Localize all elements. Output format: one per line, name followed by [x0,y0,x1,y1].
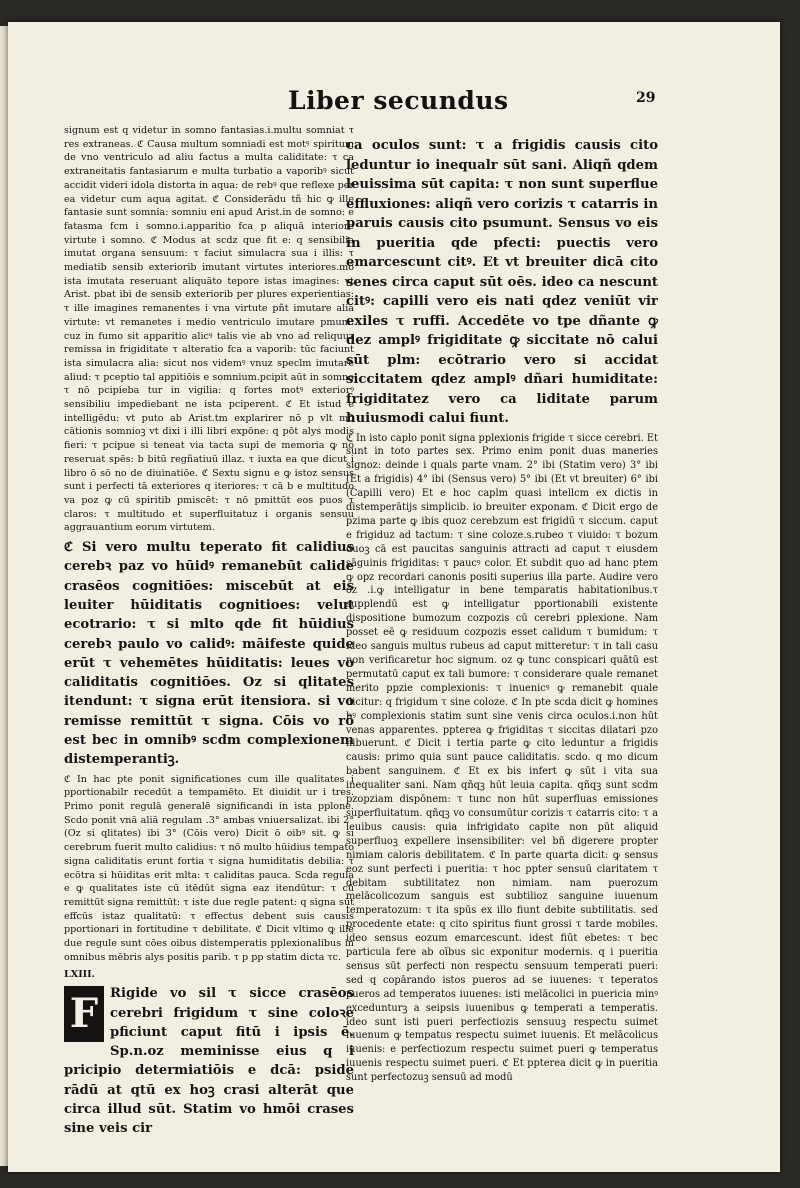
running-title: Liber secundus [288,86,509,115]
folio-number: 29 [636,90,656,106]
right-column [346,136,658,1176]
decorated-initial: F [64,986,104,1042]
commentary-paragraph: ℭ In hac pte ponit significationes cum ille qualitates i pportionabilr recedūt a tempamēto. Et diuidit ur i tres. Primo ponit regulā generalē significandi in ista pplone. Scdo ponit vnā aliā regulam .3° ambas vniuersalizat. ibi 2° (Oz si qlitates) ibi 3° (Cōis vero) Dicit ō oibꝰ sit. ꝙ si cerebrum fuerit multo calidius: τ nō multo hūidius tempato signa caliditatis erunt fortia τ signa humiditatis debilia: τ ecōtra si hūiditas erit mlta: τ caliditas pauca. Scda regula e ꝙ qualitates iste cū itēdūt signa eaz itendūtur: τ cū remittūt signa remittūt: τ iste due regle patent: q signa sūt effcūs istaz qualitatū: τ effectus debent suis causis pportionari in fortitudine τ debilitate. ℭ Dicit vltimo ꝙ ille due regule sunt cōes oibus distemperatis pplexionalibus in omnibus mēbris alys positis parib. τ p pp statim dicta τc. [64,773,354,963]
main-text-paragraph: ca oculos sunt: τ a frigidis causis cito leduntur io inequalr sūt sani. Aliqñ qdem leuissima sūt capita: τ non sunt superflue effluxiones: aliqñ vero corizis τ catarris in paruis causis cito psumunt. Sensus vo eis in pueritia qde pfecti: puectis vero emarcescunt citꝰ. Et vt breuiter dicā cito senes circa caput sūt oēs. ideo ca nescunt citꝰ: capilli vero eis nati qdez veniūt vir exiles τ ruffi. Accedēte vo tpe dñante ꝙ dez amplꝰ frigiditate ꝙ siccitate nō calui sūt plm: ecōtrario vero si accidat siccitatem qdez amplꝰ dñari humiditate: frigiditatez vero ca liditate parum huiusmodi calui fiunt. [346,138,658,426]
commentary-paragraph: signum est q videtur in somno fantasias.i.multu somniat τ res extraneas. ℭ Causa multum somniadi est motꝰ spiritum de vno ventriculo ad aliu factus a multa caliditate: τ ca extraneitatis fantasiarum e multa turbatio a vaporibꝰ sicut accidit videri idola distorta in aqua: de rebꝰ que reflexe per ea videtur cum aqua agitat. ℭ Considerādu tñ hic ꝙ ille fantasie sunt somnia: somniu eni apud Arist.in de somno: e fatasma fcm i somno.i.apparitio fca p aliquā interiore virtute i somno. ℭ Modus at scdz que fit e: q sensibilia imutat organa sensuum: τ faciut simulacra sua i illis: τ mediatib sensib exteriorib imutant virtutes interiores.mō ista imutata reseruant aliquāto tepore istas imagines: vt Arist. pbat ibi de sensib exteriorib per plures experientias: τ ille imagines remanentes i vna virtute pñt imutare aliā virtute: vt remanetes i medio ventriculo imutare pmum: cuz in fumo sit apparitio alicꝰ talis vie ab vno ad reliquuz remissa in frigiditate τ alteratio fca a vaporib: tūc faciunt ista simulacra alia: sicut nos videmꝰ vnuz speclm imutare aliud: τ pceptio tal appitiōis e somnium.pcipit aūt in somno τ nō pcipieba tur in vigilia: q fortes motꝰ exteriorꝰ sensibiliu impediebant ne ista pciperent. ℭ Et istud e intelligēdu: vt puto ab Arist.tm explarirer nō p vlt mō cātionis somnioꝫ vt dixi i illi libri expōne: q pōt alys modis fieri: τ pcipue si teneat via tacta supi de memoria ꝙ nō reseruat spēs: b bitū regñatiuū illaz. τ iuxta ea que dicut i libro ō sō no de diuinatiōe. ℭ Sextu signu e ꝙ istoz sensus sunt i perfecti tā exteriores q iteriores: τ cā b e multitudo va poz ꝙ cū spiritib pmiscēt: τ nō pmittūt eos puos τ claros: τ multitudo et superfluitatuz i organis sensuu aggrauantium eorum virtutem. [64,125,354,534]
page-header [0,86,800,126]
main-text-paragraph: ℭ Si vero multu teperato fit calidius cerebꝛ paz vo hūidꝰ remanebūt calide crasēos cognitiōes: miscebūt at eis leuiter hūiditatis cognitioes: velut ecotrario: τ si mlto qde fit hūidius cerebꝛ paulo vo calidꝰ: māifeste quide erūt τ vehemētes hūiditatis: leues vo caliditatis cognitiōes. Oz si qlitates itendunt: τ signa erūt itensiora. si vo remisse remittūt τ signa. Cōis vo rō est bec in omnibꝰ scdm complexionem distemperantiꝫ. [64,540,354,768]
left-column [64,124,354,1164]
section-number: LXIII. [64,968,95,980]
main-text-block [64,984,354,1138]
main-text-paragraph: Rigide vo sil τ sicce crasēos cerebri frigidum τ sine coloꝛe pficiunt caput fitū i ipsis ē. Sp.n.oz meminisse eius q i pricipio determiatiōis e dcā: pside rādū at qtū ex hoꝫ crasi alterāt que circa illud sūt. Statim vo hmōi crases sine veis cir [64,986,354,1137]
commentary-paragraph: ℭ In isto caplo ponit signa pplexionis frigide τ sicce cerebri. Et sunt in toto partes sex. Primo enim ponit duas maneries signoz: deinde i quals parte vnam. 2° ibi (Statim vero) 3° ibi (Et a frigidis) 4° ibi (Sensus vero) 5° ibi (Et vt breuiter) 6° ibi (Capilli vero) Et e hoc caplm quasi intellcm ex dictis in distemperātijs simplicib. io breuiter exponam. ℭ Dicit ergo de pzima parte ꝙ ibis quoz cerebzum est frigidū τ siccum. caput e frigiduz ad tactum: τ sine coloze.s.rubeo τ viuido: τ bozum duoꝫ cā est paucitas sanguinis attracti ad caput τ eiusdem sāguinis frigiditas: τ paucꝰ color. Et subdit quo ad hanc ptem ꝙ opz recordari canonis positi superius illa parte. Audire vero oz .i.ꝙ intelligatur in bene temparatis habitationibus.τ supplendū est ꝙ intelligatur pportionabili existente dispositione bumozum cozpozis cū cerebri pplexione. Nam posset eē ꝙ residuum cozpozis esset calidum τ bumidum: τ ideo sanguis multus rubeus ad caput mitteretur: τ in tali casu non verificaretur hoc signum. oz ꝙ tunc conspicari quātū est permutatū caput ex tali bumore: τ considerare quale remanet merito ppzie complexionis: τ inuenicꝰ ꝙ remanebit quale dicitur: q frigidum τ sine coloze. ℭ In pte scda dicit ꝙ homines bꝰ complexionis statim sunt sine venis circa oculos.i.non hūt venas apparentes. ppterea ꝙ frigiditas τ siccitas dilatari pzo hibuerunt. ℭ Dicit i tertia parte ꝙ cito leduntur a frigidis causis: primo quia sunt pauce caliditatis. scdo. q mo dicum babent sanguinem. ℭ Et ex bis infert ꝙ sūt i vita sua inequaliter sani. Nam qñqꝫ hūt leuia capita. qñqꝫ sunt scdm pzopziam dispōnem: τ tunc non hūt superfluas emissiones superfluitatum. qñqꝫ vo consumūtur corizis τ catarris cito: τ a leuibus causis: quia infrigidato capite non pūt aliquid superfluoꝫ expellere insensibiliter: vel bñ digerere propter nimiam caloris debilitatem. ℭ In parte quarta dicit: ꝙ sensus eoz sunt perfecti i pueritia: τ hoc ppter sensuū claritatem τ debitam subtilitatez non nimiam. nam puerozum melācolicozum sanguis est subtilioz sanguine iuuenum temperatozum: τ ita spūs ex illo fiunt debite subtilitatis. sed procedente etate: q cito spiritus fiunt grossi τ tarde mobiles. ideo sensus eozum emarcescunt. idest fiūt ebetes: τ bec particula fere ab oībus sic exponitur modernis. q i pueritia sensus sūt perfecti non respectu sensuum temperati pueri: sed q copārando istos pueros ad se iuuenes: τ teperatos pueros ad temperatos iuuenes: isti melācolici in puericia minꝰ excedunturꝫ a seipsis iuuenibus ꝙ temperati a temperatis. ideo sunt isti pueri perfectiozis sensuuꝫ respectu suimet iuuenum ꝙ tempatus respectu suimet iuuenis. Et melācolicus iuuenis: e perfectiozum respectu suimet pueri ꝙ temperatus iuuenis respectu suimet pueri. ℭ Et ppterea dicit ꝙ in pueritia sunt perfectozuꝫ sensuū ad modū [346,432,658,1084]
